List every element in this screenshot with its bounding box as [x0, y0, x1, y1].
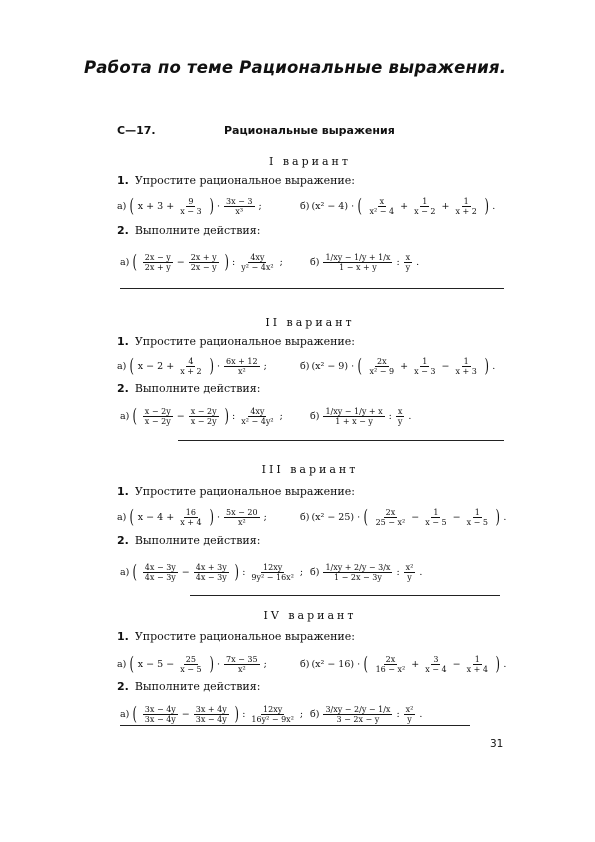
right-paren: ) — [209, 653, 214, 675]
left-paren: ( — [129, 653, 135, 675]
task-number: 1. — [117, 630, 129, 643]
numerator: 1 — [463, 197, 469, 206]
fraction — [189, 407, 219, 426]
item-label: б) — [310, 257, 320, 268]
variant-title: I вариант — [269, 155, 351, 168]
compound-fraction — [323, 563, 392, 582]
item-label: а) — [120, 411, 130, 422]
numerator: 16 — [185, 508, 196, 517]
numerator: 25 — [185, 655, 196, 664]
task-text: Упростите рациональное выражение: — [134, 485, 355, 498]
item-label: а) — [117, 659, 127, 670]
numerator: 3x + 4y — [195, 705, 227, 714]
operator: − — [176, 411, 185, 422]
fraction — [374, 655, 408, 674]
task-text: Выполните действия: — [134, 680, 261, 693]
right-paren: ) — [224, 405, 229, 427]
denominator: 3x − 4y — [144, 715, 176, 724]
right-paren: ) — [234, 703, 239, 725]
denominator: x² − 4 — [369, 207, 395, 216]
denominator: 9y² − 16x² — [251, 573, 294, 582]
task-text: Упростите рациональное выражение: — [134, 174, 355, 187]
expr-text: (x² − 25) · — [311, 512, 361, 523]
right-paren: ) — [209, 355, 214, 377]
numerator: x − 2y — [144, 407, 171, 416]
fraction — [194, 705, 229, 724]
expr-text: (x² − 9) · — [311, 361, 355, 372]
item-label: б) — [310, 709, 320, 720]
operator: : — [232, 411, 236, 422]
numerator: x − 2y — [190, 407, 217, 416]
punct: . — [503, 659, 507, 670]
item-label: а) — [120, 567, 130, 578]
denominator: 3x − 4y — [195, 715, 227, 724]
left-paren: ( — [132, 561, 138, 583]
fraction — [374, 508, 408, 527]
variant-title: II вариант — [265, 316, 355, 329]
punct: . — [408, 411, 412, 422]
punct: . — [492, 201, 496, 212]
item-label: а) — [117, 361, 127, 372]
task-text: Упростите рациональное выражение: — [134, 630, 355, 643]
right-paren: ) — [234, 561, 239, 583]
operator: − — [411, 512, 420, 523]
numerator: 2x + y — [190, 253, 217, 262]
punct: ; — [299, 709, 304, 720]
expr-text: x − 4 + — [137, 512, 175, 523]
operator: + — [400, 361, 409, 372]
fraction — [224, 655, 260, 674]
numerator: x — [397, 407, 403, 416]
denominator: x + 3 — [455, 367, 477, 376]
task-2 — [117, 680, 260, 693]
expr-text: x − 5 − — [137, 659, 175, 670]
divider-line — [190, 595, 500, 596]
operator: + — [400, 201, 409, 212]
right-paren: ) — [209, 506, 214, 528]
numerator: 1/xy + 2/y − 3/x — [325, 563, 391, 572]
denominator: 4x − 3y — [144, 573, 176, 582]
task-number: 2. — [117, 382, 129, 395]
compound-fraction — [323, 407, 384, 426]
punct: ; — [279, 411, 283, 422]
operator: − — [181, 709, 190, 720]
numerator: x² — [405, 705, 414, 714]
operator: · — [217, 201, 221, 212]
page-heading: Работа по теме Рациональные выражения. — [84, 58, 507, 77]
fraction — [368, 197, 397, 216]
fraction — [453, 197, 478, 216]
denominator: 2x + y — [144, 263, 171, 272]
fraction — [178, 655, 203, 674]
expression-1a — [117, 197, 262, 216]
item-label: б) — [300, 659, 310, 670]
variant-title: IV вариант — [263, 609, 357, 622]
denominator: x + 4 — [466, 665, 488, 674]
denominator: x² — [237, 518, 246, 527]
compound-fraction — [323, 705, 392, 724]
expression-2b — [310, 407, 411, 426]
fraction — [143, 563, 178, 582]
denominator: x − 5 — [180, 665, 202, 674]
expression-2b — [310, 705, 422, 724]
fraction — [465, 508, 490, 527]
operator: : — [242, 567, 246, 578]
fraction — [143, 407, 173, 426]
operator: · — [217, 361, 221, 372]
numerator: x — [379, 197, 385, 206]
item-label: а) — [117, 512, 127, 523]
item-label: а) — [120, 257, 130, 268]
fraction — [239, 407, 275, 426]
punct: . — [492, 361, 496, 372]
right-paren: ) — [495, 653, 500, 675]
punct: ; — [263, 659, 267, 670]
denominator: y — [405, 263, 411, 272]
task-number: 2. — [117, 680, 129, 693]
task-2 — [117, 534, 260, 547]
fraction — [194, 563, 229, 582]
expression-2a — [120, 407, 283, 426]
fraction — [178, 357, 203, 376]
expr-text: x − 2 + — [137, 361, 175, 372]
task-1 — [117, 630, 355, 643]
task-2 — [117, 224, 260, 237]
numerator: 4x − 3y — [144, 563, 176, 572]
numerator: 3x − 4y — [144, 705, 176, 714]
section-code: С—17. — [117, 124, 156, 137]
item-label: а) — [120, 709, 130, 720]
operator: : — [388, 411, 392, 422]
fraction — [249, 563, 296, 582]
left-paren: ( — [363, 506, 369, 528]
numerator: 1/xy − 1/y + x — [325, 407, 383, 416]
denominator: 16y² − 9x² — [251, 715, 294, 724]
left-paren: ( — [129, 355, 135, 377]
denominator: 16 − x² — [375, 665, 406, 674]
fraction — [224, 508, 260, 527]
expression-1a — [117, 508, 267, 527]
expression-2a — [120, 705, 303, 724]
numerator: 1 — [474, 655, 480, 664]
operator: : — [242, 709, 246, 720]
numerator: 4x + 3y — [195, 563, 227, 572]
fraction — [412, 197, 437, 216]
fraction — [143, 253, 173, 272]
task-text: Выполните действия: — [134, 382, 261, 395]
right-paren: ) — [484, 195, 489, 217]
numerator: 3/xy − 2/y − 1/x — [325, 705, 391, 714]
numerator: 1/xy − 1/y + 1/x — [325, 253, 391, 262]
denominator: x³ — [235, 207, 244, 216]
numerator: 7x − 35 — [226, 655, 258, 664]
task-text: Выполните действия: — [134, 224, 261, 237]
operator: : — [396, 567, 400, 578]
numerator: 4xy — [250, 407, 265, 416]
numerator: x² — [405, 563, 414, 572]
fraction — [396, 407, 405, 426]
task-1 — [117, 174, 355, 187]
numerator: x — [405, 253, 411, 262]
expr-text: (x² − 4) · — [311, 201, 355, 212]
punct: ; — [299, 567, 304, 578]
item-label: б) — [310, 411, 320, 422]
punct: . — [419, 709, 423, 720]
denominator: x² — [237, 367, 246, 376]
expression-2a — [120, 563, 303, 582]
fraction — [465, 655, 490, 674]
operator: − — [181, 567, 190, 578]
expression-2a — [120, 253, 283, 272]
fraction — [412, 357, 437, 376]
fraction — [178, 508, 203, 527]
denominator: y — [397, 417, 403, 426]
numerator: 4xy — [250, 253, 265, 262]
numerator: 9 — [188, 197, 194, 206]
denominator: x − 4 — [425, 665, 447, 674]
task-1 — [117, 335, 355, 348]
denominator: x² − 9 — [369, 367, 395, 376]
numerator: 6x + 12 — [226, 357, 258, 366]
expression-1b — [300, 357, 495, 376]
fraction — [423, 655, 448, 674]
denominator: x − 5 — [425, 518, 447, 527]
left-paren: ( — [363, 653, 369, 675]
fraction — [143, 705, 178, 724]
denominator: x + 2 — [455, 207, 477, 216]
divider-line — [120, 725, 470, 726]
right-paren: ) — [495, 506, 500, 528]
operator: : — [232, 257, 236, 268]
denominator: x − 3 — [180, 207, 202, 216]
task-number: 1. — [117, 485, 129, 498]
punct: . — [416, 257, 420, 268]
expr-text: x + 3 + — [137, 201, 175, 212]
expression-1b — [300, 197, 495, 216]
operator: + — [441, 201, 450, 212]
fraction — [239, 253, 275, 272]
numerator: 2x — [385, 655, 396, 664]
right-paren: ) — [224, 251, 229, 273]
denominator: 1 − x + y — [339, 263, 377, 272]
divider-line — [120, 288, 504, 289]
numerator: 4 — [188, 357, 194, 366]
numerator: 1 — [463, 357, 469, 366]
expression-1a — [117, 357, 267, 376]
task-1 — [117, 485, 355, 498]
operator: · — [217, 659, 221, 670]
numerator: 12xy — [263, 705, 283, 714]
task-number: 1. — [117, 174, 129, 187]
denominator: 4x − 3y — [195, 573, 227, 582]
punct: ; — [258, 201, 262, 212]
denominator: x + 2 — [180, 367, 202, 376]
fraction — [404, 563, 416, 582]
task-text: Выполните действия: — [134, 534, 261, 547]
denominator: y — [407, 573, 412, 582]
task-2 — [117, 382, 260, 395]
operator: : — [396, 257, 400, 268]
fraction — [453, 357, 478, 376]
item-label: а) — [117, 201, 127, 212]
punct: ; — [279, 257, 283, 268]
item-label: б) — [300, 361, 310, 372]
denominator: 3 − 2x − y — [336, 715, 380, 724]
left-paren: ( — [357, 195, 363, 217]
item-label: б) — [300, 512, 310, 523]
denominator: x² — [237, 665, 246, 674]
variant-title: III вариант — [261, 463, 359, 476]
punct: . — [419, 567, 423, 578]
punct: ; — [263, 512, 267, 523]
numerator: 1 — [433, 508, 439, 517]
operator: : — [396, 709, 400, 720]
left-paren: ( — [132, 251, 138, 273]
numerator: 3 — [433, 655, 439, 664]
compound-fraction — [323, 253, 392, 272]
section-title: Рациональные выражения — [224, 124, 395, 137]
numerator: 1 — [474, 508, 480, 517]
punct: ; — [263, 361, 267, 372]
left-paren: ( — [129, 195, 135, 217]
fraction — [404, 253, 413, 272]
denominator: 1 − 2x − 3y — [333, 573, 382, 582]
denominator: y — [407, 715, 412, 724]
operator: · — [217, 512, 221, 523]
left-paren: ( — [357, 355, 363, 377]
numerator: 2x − y — [144, 253, 171, 262]
expression-1b — [300, 508, 506, 527]
task-text: Упростите рациональное выражение: — [134, 335, 355, 348]
fraction — [368, 357, 397, 376]
denominator: 25 − x² — [375, 518, 406, 527]
task-number: 2. — [117, 534, 129, 547]
expression-1a — [117, 655, 267, 674]
fraction — [224, 197, 254, 216]
item-label: б) — [300, 201, 310, 212]
task-number: 2. — [117, 224, 129, 237]
denominator: x − 5 — [466, 518, 488, 527]
numerator: 5x − 20 — [226, 508, 258, 517]
fraction — [189, 253, 219, 272]
denominator: x − 2y — [144, 417, 171, 426]
denominator: x − 3 — [414, 367, 436, 376]
denominator: x − 2 — [414, 207, 436, 216]
expression-2b — [310, 253, 419, 272]
left-paren: ( — [132, 703, 138, 725]
task-number: 1. — [117, 335, 129, 348]
fraction — [404, 705, 416, 724]
operator: − — [452, 512, 461, 523]
operator: − — [452, 659, 461, 670]
numerator: 1 — [422, 197, 428, 206]
right-paren: ) — [209, 195, 214, 217]
item-label: б) — [310, 567, 320, 578]
denominator: x − 2y — [190, 417, 217, 426]
denominator: x² − 4y² — [241, 417, 274, 426]
denominator: 2x − y — [190, 263, 217, 272]
numerator: 2x — [377, 357, 387, 366]
denominator: y² − 4x² — [241, 263, 274, 272]
divider-line — [178, 440, 504, 441]
fraction — [249, 705, 296, 724]
denominator: 1 + x − y — [335, 417, 373, 426]
left-paren: ( — [132, 405, 138, 427]
page-number: 31 — [490, 738, 504, 750]
numerator: 1 — [422, 357, 428, 366]
numerator: 3x − 3 — [226, 197, 253, 206]
punct: . — [503, 512, 507, 523]
expression-2b — [310, 563, 422, 582]
right-paren: ) — [484, 355, 489, 377]
fraction — [423, 508, 448, 527]
operator: − — [176, 257, 185, 268]
fraction — [224, 357, 260, 376]
expr-text: (x² − 16) · — [311, 659, 361, 670]
numerator: 2x — [385, 508, 396, 517]
operator: + — [411, 659, 420, 670]
denominator: x + 4 — [180, 518, 202, 527]
numerator: 12xy — [263, 563, 283, 572]
left-paren: ( — [129, 506, 135, 528]
fraction — [178, 197, 203, 216]
operator: − — [441, 361, 450, 372]
expression-1b — [300, 655, 506, 674]
